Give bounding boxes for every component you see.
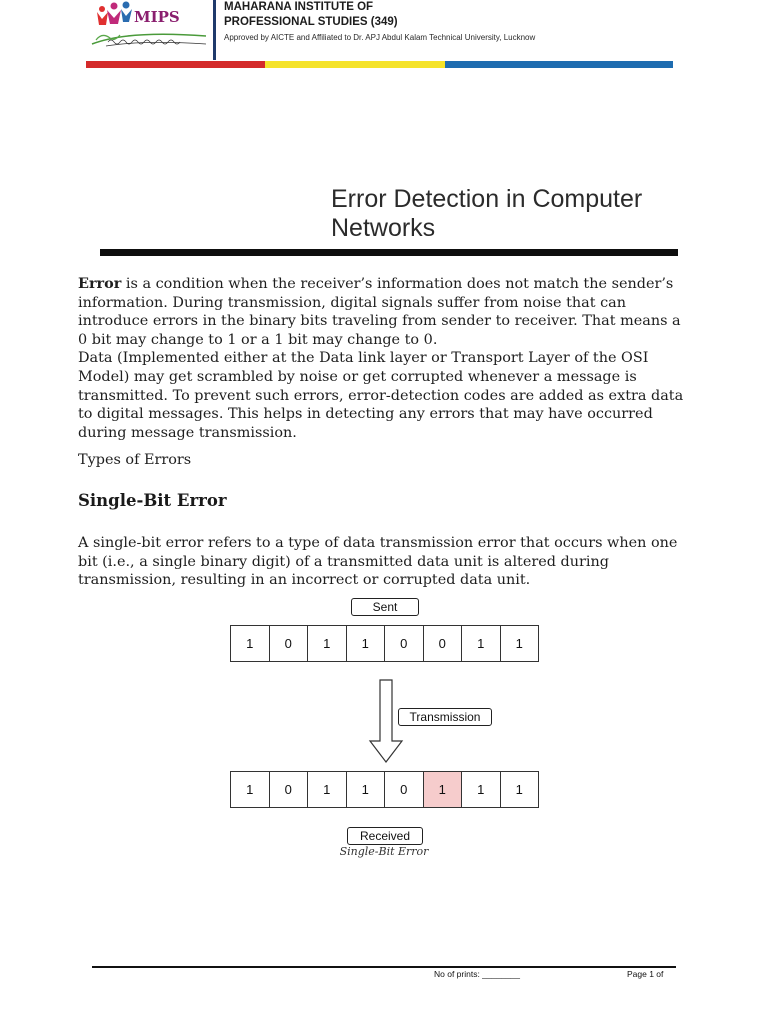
section-paragraph: A single-bit error refers to a type of data transmission error that occurs when one bit (i.e., a single binary digit) of a transmitted data unit is altered during transmission, resulting in an incorrect or corrupted data unit. bbox=[78, 535, 678, 589]
header-divider bbox=[213, 0, 216, 60]
document-title: Error Detection in Computer Networks bbox=[331, 185, 643, 242]
sent-bit-2: 1 bbox=[307, 625, 346, 662]
term-error: Error bbox=[78, 275, 122, 292]
types-of-errors-label: Types of Errors bbox=[78, 452, 192, 468]
approval-line: Approved by AICTE and Affiliated to Dr. APJ Abdul Kalam Technical University, Lucknow bbox=[224, 33, 536, 42]
footer-rule bbox=[92, 966, 676, 968]
received-bit-6: 1 bbox=[461, 771, 500, 808]
stripe-blue bbox=[445, 61, 673, 68]
received-bit-2: 1 bbox=[307, 771, 346, 808]
logo-text: MIPS bbox=[134, 8, 180, 26]
prints-label: No of prints: ________ bbox=[434, 969, 521, 979]
sent-bit-4: 0 bbox=[384, 625, 423, 662]
sent-bit-3: 1 bbox=[346, 625, 385, 662]
sent-bit-0: 1 bbox=[230, 625, 269, 662]
stripe-yellow bbox=[265, 61, 445, 68]
received-bit-row bbox=[230, 771, 539, 808]
intro-paragraph bbox=[78, 275, 688, 442]
received-bit-0: 1 bbox=[230, 771, 269, 808]
sent-bit-1: 0 bbox=[269, 625, 308, 662]
section-heading: Single-Bit Error bbox=[78, 491, 227, 510]
received-bit-3: 1 bbox=[346, 771, 385, 808]
received-bit-1: 0 bbox=[269, 771, 308, 808]
sent-bit-6: 1 bbox=[461, 625, 500, 662]
sent-bit-row bbox=[230, 625, 539, 662]
received-bit-5: 1 bbox=[423, 771, 462, 808]
sent-label: Sent bbox=[351, 598, 419, 616]
institute-logo bbox=[88, 0, 212, 56]
received-bit-7: 1 bbox=[500, 771, 540, 808]
logo-tagline-script bbox=[106, 42, 206, 46]
sent-bit-5: 0 bbox=[423, 625, 462, 662]
sent-bit-7: 1 bbox=[500, 625, 540, 662]
figure-caption: Single-Bit Error bbox=[339, 845, 429, 858]
title-underline bbox=[100, 249, 678, 256]
intro-text-1: is a condition when the receiver’s information does not match the sender’s information. During transmission, digital signals suffer from noise that can introduce errors in the binary bits traveling from sender to receiver. That means a 0 bit may change to 1 or a 1 bit may change to 0. bbox=[78, 276, 681, 348]
received-bit-4: 0 bbox=[384, 771, 423, 808]
intro-text-2: Data (Implemented either at the Data link layer or Transport Layer of the OSI Model) may get scrambled by noise or get corrupted whenever a message is transmitted. To prevent such errors, error-detection codes are added as extra data to digital messages. This helps in detecting any errors that may have occurred during message transmission. bbox=[78, 350, 684, 441]
stripe-red bbox=[86, 61, 265, 68]
transmission-label: Transmission bbox=[398, 708, 492, 726]
page-number: Page 1 of bbox=[627, 969, 664, 979]
institute-name: MAHARANA INSTITUTE OF PROFESSIONAL STUDIES (349) bbox=[224, 1, 398, 28]
received-label: Received bbox=[347, 827, 423, 845]
logo-figures-icon bbox=[97, 2, 132, 26]
